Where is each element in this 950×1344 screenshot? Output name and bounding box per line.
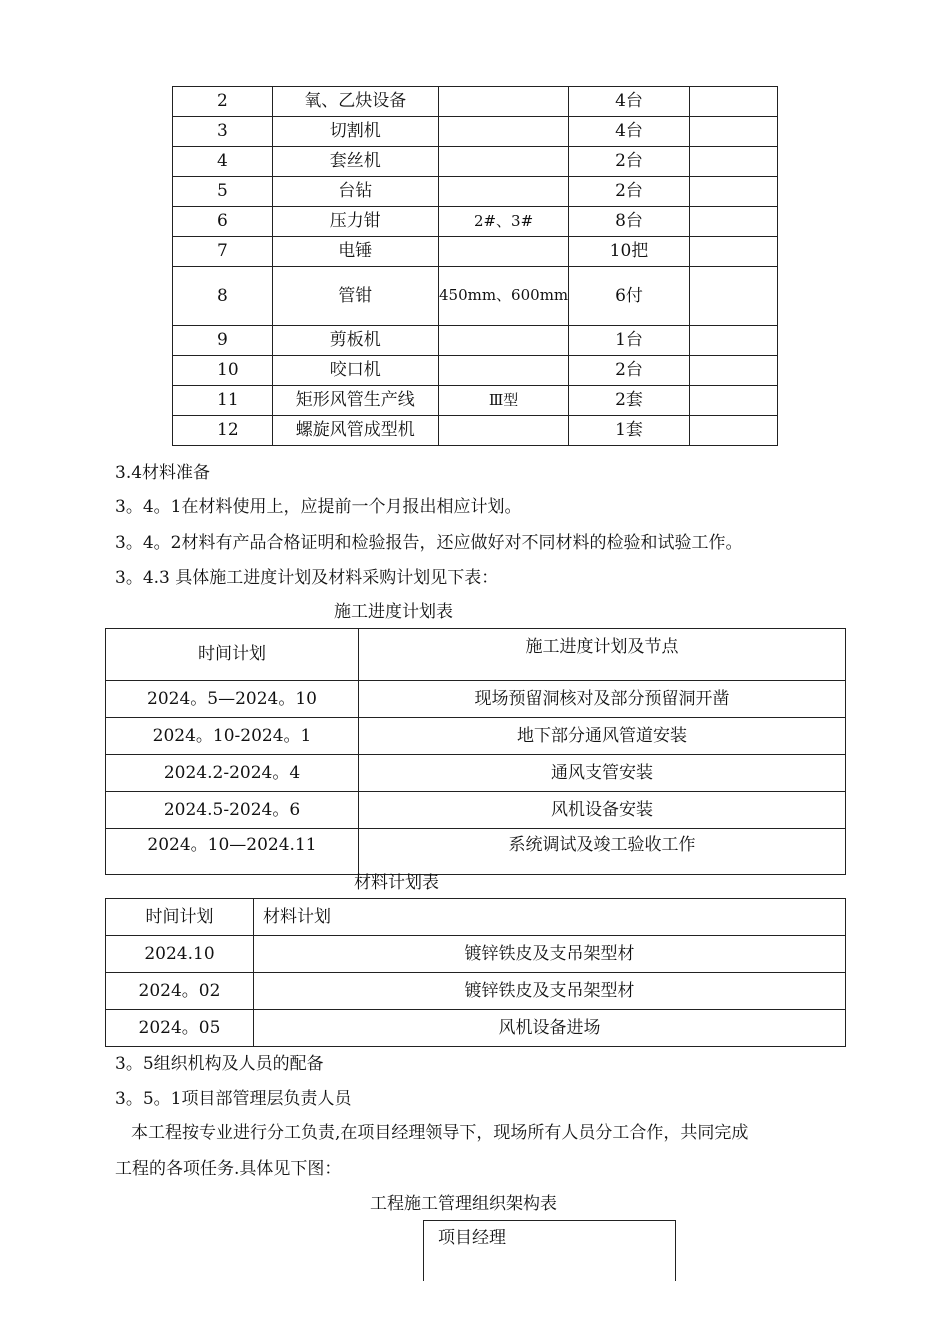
equipment-cell-remark <box>689 147 777 177</box>
section-3-4-3: 3。4.3 具体施工进度计划及材料采购计划见下表： <box>115 568 499 588</box>
equipment-cell-qty: 2台 <box>569 356 689 386</box>
table-row <box>106 973 846 1010</box>
schedule-cell-time: 2024.5-2024。6 <box>106 792 359 829</box>
equipment-cell-spec <box>438 416 569 446</box>
equipment-cell-no: 7 <box>173 237 273 267</box>
equipment-cell-qty: 6付 <box>569 267 689 326</box>
table-row <box>106 936 846 973</box>
equipment-cell-qty: 2台 <box>569 177 689 207</box>
schedule-header-plan: 施工进度计划及节点 <box>359 629 846 681</box>
equipment-cell-name: 螺旋风管成型机 <box>272 416 438 446</box>
material-cell-time: 2024。02 <box>106 973 254 1010</box>
table-row <box>106 718 846 755</box>
equipment-cell-name: 氧、乙炔设备 <box>272 87 438 117</box>
equipment-cell-no: 6 <box>173 207 273 237</box>
schedule-cell-plan: 通风支管安装 <box>359 755 846 792</box>
equipment-cell-no: 4 <box>173 147 273 177</box>
table-row <box>106 792 846 829</box>
material-table <box>105 898 846 1047</box>
equipment-cell-qty: 8台 <box>569 207 689 237</box>
body-paragraph-line-1: 本工程按专业进行分工负责,在项目经理领导下，现场所有人员分工合作，共同完成 <box>131 1123 749 1143</box>
equipment-cell-name: 矩形风管生产线 <box>272 386 438 416</box>
equipment-cell-remark <box>689 87 777 117</box>
table-row <box>173 117 778 147</box>
equipment-cell-no: 9 <box>173 326 273 356</box>
table-row <box>173 386 778 416</box>
equipment-cell-spec <box>438 117 569 147</box>
schedule-cell-time: 2024.2-2024。4 <box>106 755 359 792</box>
equipment-cell-spec: Ⅲ型 <box>438 386 569 416</box>
equipment-cell-remark <box>689 416 777 446</box>
schedule-cell-plan: 地下部分通风管道安装 <box>359 718 846 755</box>
table-row <box>173 87 778 117</box>
schedule-table-caption: 施工进度计划表 <box>334 602 453 622</box>
equipment-cell-spec: 450mm、600mm <box>438 267 569 326</box>
equipment-cell-spec <box>438 147 569 177</box>
material-cell-plan: 风机设备进场 <box>254 1010 846 1047</box>
material-cell-plan: 镀锌铁皮及支吊架型材 <box>254 936 846 973</box>
equipment-cell-no: 5 <box>173 177 273 207</box>
table-row <box>106 829 846 875</box>
equipment-cell-no: 8 <box>173 267 273 326</box>
equipment-cell-no: 12 <box>173 416 273 446</box>
table-row <box>173 237 778 267</box>
section-3-4-heading: 3.4材料准备 <box>115 463 211 483</box>
org-chart-box-project-manager <box>423 1220 676 1281</box>
equipment-cell-spec <box>438 356 569 386</box>
org-chart-box-label: 项目经理 <box>438 1228 506 1248</box>
equipment-cell-name: 电锤 <box>272 237 438 267</box>
equipment-cell-name: 剪板机 <box>272 326 438 356</box>
org-chart-caption: 工程施工管理组织架构表 <box>370 1194 557 1214</box>
equipment-cell-remark <box>689 267 777 326</box>
equipment-cell-name: 套丝机 <box>272 147 438 177</box>
schedule-cell-plan: 系统调试及竣工验收工作 <box>359 829 846 875</box>
table-row <box>173 356 778 386</box>
schedule-header-time: 时间计划 <box>106 629 359 681</box>
equipment-cell-remark <box>689 177 777 207</box>
equipment-cell-remark <box>689 356 777 386</box>
equipment-cell-no: 2 <box>173 87 273 117</box>
material-cell-time: 2024.10 <box>106 936 254 973</box>
equipment-cell-spec <box>438 177 569 207</box>
material-cell-plan: 镀锌铁皮及支吊架型材 <box>254 973 846 1010</box>
schedule-cell-time: 2024。10-2024。1 <box>106 718 359 755</box>
equipment-cell-name: 咬口机 <box>272 356 438 386</box>
equipment-cell-qty: 1台 <box>569 326 689 356</box>
equipment-cell-qty: 2套 <box>569 386 689 416</box>
table-row <box>173 267 778 326</box>
section-3-5-heading: 3。5组织机构及人员的配备 <box>115 1054 324 1074</box>
schedule-table <box>105 628 846 875</box>
table-row <box>106 1010 846 1047</box>
material-header-row <box>106 899 846 936</box>
schedule-cell-time: 2024。5—2024。10 <box>106 681 359 718</box>
equipment-cell-remark <box>689 386 777 416</box>
equipment-cell-name: 台钻 <box>272 177 438 207</box>
schedule-header-row <box>106 629 846 681</box>
schedule-cell-plan: 风机设备安装 <box>359 792 846 829</box>
equipment-cell-spec <box>438 326 569 356</box>
section-3-4-1: 3。4。1在材料使用上，应提前一个月报出相应计划。 <box>115 497 522 517</box>
equipment-cell-no: 10 <box>173 356 273 386</box>
equipment-cell-remark <box>689 326 777 356</box>
schedule-cell-plan: 现场预留洞核对及部分预留洞开凿 <box>359 681 846 718</box>
schedule-cell-time: 2024。10—2024.11 <box>106 829 359 875</box>
equipment-cell-spec <box>438 237 569 267</box>
table-row <box>173 416 778 446</box>
equipment-cell-remark <box>689 117 777 147</box>
material-table-caption: 材料计划表 <box>354 873 439 893</box>
equipment-cell-name: 切割机 <box>272 117 438 147</box>
section-3-4-2: 3。4。2材料有产品合格证明和检验报告，还应做好对不同材料的检验和试验工作。 <box>115 533 743 553</box>
equipment-cell-name: 压力钳 <box>272 207 438 237</box>
table-row <box>173 326 778 356</box>
section-3-5-1: 3。5。1项目部管理层负责人员 <box>115 1089 352 1109</box>
equipment-cell-no: 3 <box>173 117 273 147</box>
equipment-cell-qty: 2台 <box>569 147 689 177</box>
equipment-cell-qty: 1套 <box>569 416 689 446</box>
table-row <box>173 177 778 207</box>
equipment-cell-spec <box>438 87 569 117</box>
equipment-cell-qty: 4台 <box>569 87 689 117</box>
table-row <box>106 755 846 792</box>
equipment-cell-qty: 10把 <box>569 237 689 267</box>
material-header-time: 时间计划 <box>106 899 254 936</box>
equipment-cell-remark <box>689 207 777 237</box>
equipment-table <box>172 86 778 446</box>
table-row <box>173 207 778 237</box>
table-row <box>173 147 778 177</box>
equipment-cell-qty: 4台 <box>569 117 689 147</box>
equipment-cell-spec: 2#、3# <box>438 207 569 237</box>
equipment-cell-no: 11 <box>173 386 273 416</box>
material-header-plan: 材料计划 <box>254 899 846 936</box>
body-paragraph-line-2: 工程的各项任务.具体见下图： <box>115 1159 342 1179</box>
equipment-cell-remark <box>689 237 777 267</box>
table-row <box>106 681 846 718</box>
material-cell-time: 2024。05 <box>106 1010 254 1047</box>
equipment-cell-name: 管钳 <box>272 267 438 326</box>
